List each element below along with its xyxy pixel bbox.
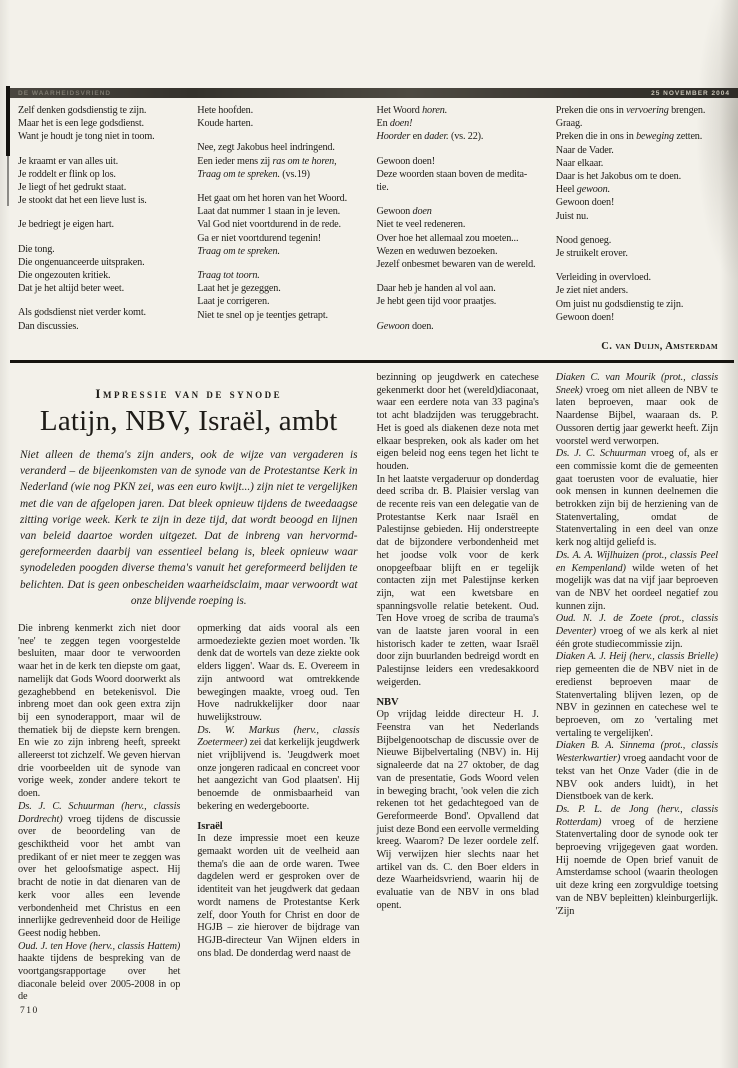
meditation-line: Niet te snel op je teentjes getrapt.: [197, 309, 328, 321]
meditation-line: Laat dat nummer 1 staan in je leven.: [197, 206, 341, 218]
article-column-4: [556, 372, 718, 1038]
meditation-line: Heel gewoon.: [555, 184, 610, 196]
meditation-line: Nee, zegt Jakobus heel indringend.: [197, 142, 335, 154]
meditation-line: tie.: [376, 182, 389, 194]
meditation-line: Traag tot toorn.: [197, 270, 260, 282]
meditation-line: Je struikelt erover.: [555, 248, 628, 260]
meditation-line: Gewoon doen.: [376, 320, 434, 332]
meditation-line: Laat het je gezeggen.: [197, 283, 281, 295]
stanza-gap: [18, 144, 180, 155]
article-paragraph: Diaken A. J. Heij (herv., classis Brielle) riep gemeenten die de NBV niet in de eredienst beproeven maar de Statenvertaling blijven lezen, op de NBV in gezinnen en catechese wel te beproeven, om zo 'vertaling met vertaling te vergelijken'.: [555, 651, 718, 739]
meditation-line: Ga er niet voortdurend tegenin!: [197, 232, 322, 244]
meditation-line: Als godsdienst niet verder komt.: [18, 307, 146, 319]
article-kicker: Impressie van de synode: [95, 386, 283, 401]
meditation-line: Naar elkaar.: [555, 157, 604, 169]
article-paragraph: In het laatste vergaderuur op donderdag deed scriba dr. B. Plaisier verslag van de recente reis van een delegatie van de Protestantse Kerk naar Israël en Palestijnse gebieden. Hij onderstreepte dat de bijzondere verbondenheid met het joodse volk voor de kerk onopgeefbaar blijft en er tegelijk contacten zijn met Palestijnse kerken zijn, wat een kwetsbare en spanningsvolle relatie betekent. Oud. Ten Hove vroeg de scriba de trauma's van de laatste jaren vooral in een historisch kader te zetten, waar Israël door zijn buurlanden bedreigd wordt en Palestijnse leiders een vredesakkoord weigerden.: [376, 473, 539, 688]
article-paragraph: Ds. P. L. de Jong (herv., classis Rotterdam) vroeg of de herziene Statenvertaling door de synode ook ter beproeving vrijgegeven gaat worden. Hij noemde de Open brief vanuit de Amsterdamse school (waarin theologen uit deze kring een zorgvuldige toetsing van de NBV bepleitten) kleinburgerlijk. 'Zijn: [555, 803, 718, 917]
meditation-line: Want je houdt je tong niet in toom.: [18, 131, 155, 143]
stanza-gap: [18, 207, 180, 218]
meditation-line: Naar de Vader.: [555, 144, 614, 156]
article-paragraph: Ds. J. C. Schuurman vroeg of, als er een commissie komt die de gemeenten gaat toerusten voor de evaluatie, hier ook mensen in kunnen deelnemen die betrokken zijn bij de herziening van de Statenvertaling, omdat de Statenvertaling in een deel van onze kerk nog altijd geliefd is.: [555, 448, 718, 549]
stanza-gap: [556, 260, 718, 271]
meditation-column-3: [377, 104, 539, 358]
meditation-line: Een ieder mens zij ras om te horen,: [197, 155, 337, 167]
meditation-line: Preken die in ons in beweging zetten.: [555, 131, 703, 143]
meditation-line: Hoorder en dader. (vs. 22).: [376, 131, 484, 143]
meditation-line: Je liegt of het gedrukt staat.: [18, 182, 127, 194]
meditation-column-2: [197, 104, 359, 358]
section-divider-rule: [10, 360, 734, 363]
meditation-line: Val God niet voortdurend in de rede.: [197, 219, 341, 231]
meditation-line: Om juist nu godsdienstig te zijn.: [555, 298, 684, 310]
article-paragraph: Diaken B. A. Sinnema (prot., classis Westerkwartier) vroeg aandacht voor de tekst van het Onze Vader (die in de NBV ook anders luidt), in het Dienstboek van de kerk.: [555, 740, 718, 803]
article-section: [18, 372, 718, 1038]
meditation-line: Koude harten.: [197, 118, 254, 130]
meditation-line: Maar het is een lege godsdienst.: [18, 118, 144, 130]
meditation-line: Verleiding in overvloed.: [555, 272, 651, 284]
meditation-line: Die tong.: [18, 243, 55, 255]
page-header-bar: [10, 88, 738, 98]
meditation-line: Juist nu.: [555, 210, 589, 222]
author-signature: C. van Duijn, Amsterdam: [601, 341, 718, 352]
meditation-line: Traag om te spreken. (vs.19): [197, 168, 310, 180]
stanza-gap: [377, 309, 539, 320]
meditation-line: Graag.: [555, 118, 583, 130]
meditation-line: Hete hoofden.: [197, 105, 254, 116]
meditation-column-4: [556, 104, 718, 358]
stanza-gap: [377, 271, 539, 282]
article-paragraph: opmerking dat aids vooral als een armoedeziekte gezien moet worden. 'Ik denk dat de wortels van deze ziekte ook elders liggen'. Waar ds. E. Overeem in zijn antwoord wat omtrekkende bewegingen maakte, vroeg oud. Ten Hove nadrukkelijker door naar huwelijkstrouw.: [197, 623, 360, 723]
stanza-gap: [197, 130, 359, 141]
article-header: [18, 372, 360, 623]
article-paragraph: Ds. W. Markus (herv., classis Zoetermeer) zei dat kerkelijk jeugdwerk niet vrijblijvend is. 'Jeugdwerk moet onze jongeren radicaal en concreet voor het aangezicht van God plaatsen'. Hij benoemde de onmisbaarheid van bekering en wedergeboorte.: [197, 724, 360, 812]
stanza-gap: [377, 194, 539, 205]
meditation-line: Wezen en weduwen bezoeken.: [376, 245, 498, 257]
meditation-line: Die ongenuanceerde uitspraken.: [18, 256, 145, 268]
page-number: 710: [20, 1006, 39, 1016]
article-subheading: NBV: [376, 696, 399, 708]
meditation-line: Gewoon doen!: [555, 311, 615, 323]
publication-name: DE WAARHEIDSVRIEND: [18, 89, 112, 97]
article-subheading: Israël: [197, 820, 223, 832]
meditation-column-1: [18, 104, 180, 358]
article-paragraph: Ds. J. C. Schuurman (herv., classis Dordrecht) vroeg tijdens de discussie over de beoordeling van de geschiktheid voor het ambt van predikant of er niet meer te zeggen was over het geloofsmatige aspect. Hij bracht de notie in dat dienaren van de kerk voor alles een levende verbondenheid met Christus en een innerlijke gedrevenheid door de Heilige Geest nodig hebben.: [18, 800, 181, 939]
stanza-gap: [18, 232, 180, 243]
article-paragraph: In deze impressie moet een keuze gemaakt worden uit de veelheid aan thema's die aan de orde waren. Twee dagdelen werd er gesproken over de identiteit van het jeugdwerk dat gedaan wordt namens de Protestantse Kerk zelf, door Youth for Christ en door de HGJB – zie hierover de bijdrage van HGJB-directeur Van Wijnen elders in ons blad. De donderdag werd naast de: [197, 833, 360, 959]
meditation-line: Je stookt dat het een lieve lust is.: [18, 195, 147, 207]
meditation-line: Dan discussies.: [18, 320, 79, 332]
meditation-line: Traag om te spreken.: [197, 245, 280, 257]
meditation-line: Niet te veel redeneren.: [376, 219, 466, 231]
meditation-line: Je ziet niet anders.: [555, 285, 628, 297]
article-paragraph: Die inbreng kenmerkt zich niet door 'nee' te zeggen tegen voorgestelde besluiten, maar door te verwoorden waar het in de kerk ten diepste om gaat, namelijk dat Gods Woord doorwerkt als gezaghebbend en betekenisvol. Die inbreng moet dan ook geen extra zijn bij een synoderapport, maar wil de thematiek bij de diepste kern brengen. En wie zo zijn inbreng heeft, spreekt allereerst tot zichzelf. We geven hiervan drie voorbeelden uit de synode van vorige week, zonder andere tekort te doen.: [18, 623, 181, 800]
article-paragraph: Oud. N. J. de Zoete (prot., classis Deventer) vroeg of we als kerk al niet één grote studiecommissie zijn.: [555, 613, 718, 650]
meditation-line: Jezelf onbesmet bewaren van de wereld.: [376, 259, 536, 271]
meditation-line: Daar is het Jakobus om te doen.: [555, 171, 681, 183]
article-paragraph: Oud. J. ten Hove (herv., classis Hattem) haakte tijdens de bespreking van de voortgangsrapportage over het diaconale beleid over 2005-2008 in op de: [18, 940, 181, 1003]
stanza-gap: [556, 223, 718, 234]
article-paragraph: Ds. A. A. Wijlhuizen (prot., classis Peel en Kempenland) wilde weten of het mogelijk was dat na vijf jaar beproeven van de NBV het oordeel negatief zou kunnen zijn.: [555, 549, 718, 612]
article-paragraph: Diaken C. van Mourik (prot., classis Sneek) vroeg om niet alleen de NBV te laten beproeven, maar ook de Naardense Bijbel, waaraan ds. P. Oussoren dertig jaar gewerkt heeft. Zijn voorstel werd verworpen.: [555, 372, 718, 447]
meditation-section: [18, 104, 718, 358]
stanza-gap: [197, 181, 359, 192]
meditation-line: En doen!: [376, 118, 413, 130]
meditation-line: Zelf denken godsdienstig te zijn.: [18, 105, 147, 116]
meditation-line: Het Woord horen.: [376, 105, 448, 116]
meditation-line: Gewoon doen: [376, 206, 432, 218]
meditation-line: Laat je corrigeren.: [197, 296, 270, 308]
article-paragraph: bezinning op jeugdwerk en catechese gekenmerkt door het (wereld)diaconaat, waar een eerdere nota van 33 pagina's tot acht bladzijden was teruggebracht. Het is goed als diakenen deze nota met elkaar bespreken, ook als kader om het eigen beleid nog eens tegen het licht te houden.: [376, 372, 539, 472]
meditation-line: Je kraamt er van alles uit.: [18, 155, 119, 167]
article-intro: Niet alleen de thema's zijn anders, ook de wijze van vergaderen is veranderd – de bijeenkomsten van de synode van de Protestantse Kerk in Nederland (wie nog PKN zei, was een euro kwijt...) zijn niet te vergelijken met die van de afgelopen jaren. Dat bleek opnieuw tijdens de tweedaagse zitting vorige week. Kerk te zijn in deze tijd, dat wordt beoogd en lijnen van beleid daartoe worden uitgezet. Dat de inbreng van hervormd-gereformeerden daarbij van essentieel belang is, bleek opnieuw waar synodeleden poogden diverse thema's vanuit het gereformeerd belijden te belichten. Dat is geen onbescheiden waarheidsclaim, maar verwoordt wat onze blijvende roeping is.: [20, 449, 358, 607]
article-column-2: [197, 623, 359, 1038]
stanza-gap: [377, 144, 539, 155]
meditation-line: Gewoon doen!: [376, 155, 435, 167]
meditation-line: Preken die ons in vervoering brengen.: [555, 105, 706, 116]
stanza-gap: [18, 295, 180, 306]
meditation-line: Over hoe het allemaal zou moeten...: [376, 232, 519, 244]
article-column-1: [18, 623, 180, 1038]
scan-edge-artifact-faint: [7, 156, 9, 206]
meditation-line: Die ongezouten kritiek.: [18, 270, 111, 282]
meditation-line: Gewoon doen!: [555, 197, 615, 209]
meditation-line: Je bedriegt je eigen hart.: [18, 219, 114, 231]
meditation-line: Dat je het altijd beter weet.: [18, 283, 124, 295]
meditation-line: Deze woorden staan boven de medita-: [376, 168, 528, 180]
article-title: Latijn, NBV, Israël, ambt: [39, 405, 338, 437]
stanza-gap: [197, 258, 359, 269]
article-paragraph: Op vrijdag leidde directeur H. J. Feenstra van het Nederlands Bijbelgenootschap de discussie over de Nieuwe Bijbelvertaling (NBV) in. Hij signaleerde dat na 27 oktober, de dag van de presentatie, Gods Woord velen in beweging bracht, 'ook velen die zich rekenen tot het gedachtegoed van de Gereformeerde Bond'. Opvallend dat juist deze Bond een eervolle vermelding kreeg. Waarom? De lezer oordele zelf. Wij verwijzen hier slechts naar het artikel van ds. C. den Boer elders in deze Waarheidsvriend, waarin hij de evaluatie van de NBV in ons blad opent.: [376, 709, 539, 911]
meditation-line: Je hebt geen tijd voor praatjes.: [376, 296, 497, 308]
article-column-3: [377, 372, 539, 1038]
meditation-line: Daar heb je handen al vol aan.: [376, 283, 496, 295]
meditation-line: Het gaat om het horen van het Woord.: [197, 193, 348, 205]
issue-date: 25 NOVEMBER 2004: [651, 89, 730, 97]
meditation-line: Nood genoeg.: [555, 234, 612, 246]
meditation-line: Je roddelt er flink op los.: [18, 168, 116, 180]
